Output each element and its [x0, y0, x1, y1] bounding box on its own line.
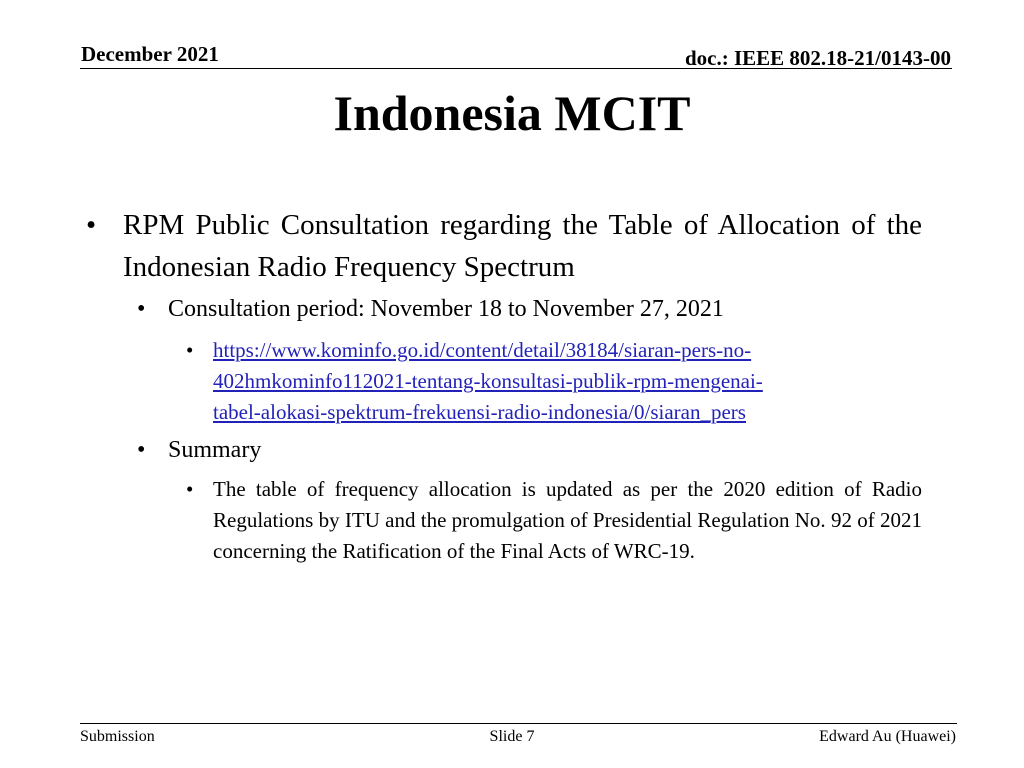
consultation-link[interactable] [213, 338, 763, 424]
footer-divider [80, 723, 957, 724]
link-line-2: 402hmkominfo112021-tentang-konsultasi-publik-rpm-mengenai- [213, 369, 763, 393]
bullet-marker: • [186, 477, 194, 501]
slide-title: Indonesia MCIT [333, 85, 691, 141]
main-bullet-text: RPM Public Consultation regarding the Table of Allocation of the Indonesian Radio Frequency Spectrum [123, 209, 922, 283]
consultation-period-text: Consultation period: November 18 to November 27, 2021 [168, 296, 724, 322]
header-divider [80, 68, 952, 69]
header-date: December 2021 [81, 42, 219, 66]
link-line-3: tabel-alokasi-spektrum-frekuensi-radio-indonesia/0/siaran_pers [213, 400, 746, 424]
header-doc-id: doc.: IEEE 802.18-21/0143-00 [684, 46, 951, 70]
footer-submission: Submission [80, 728, 155, 745]
footer-slide-number: Slide 7 [489, 728, 535, 745]
summary-heading: Summary [168, 437, 262, 463]
bullet-marker: • [137, 296, 146, 322]
summary-text: The table of frequency allocation is updated as per the 2020 edition of Radio Regulations by ITU and the promulgation of Presidential Regulation No. 92 of 2021 concerning the Ratification of the Final Acts of WRC-19. [213, 477, 922, 563]
footer-author: Edward Au (Huawei) [819, 728, 956, 745]
link-line-1: https://www.kominfo.go.id/content/detail/38184/siaran-pers-no- [213, 338, 752, 362]
bullet-marker: • [186, 338, 194, 362]
bullet-marker: • [137, 437, 146, 463]
bullet-marker: • [86, 209, 97, 241]
consultation-link-block [213, 335, 922, 428]
